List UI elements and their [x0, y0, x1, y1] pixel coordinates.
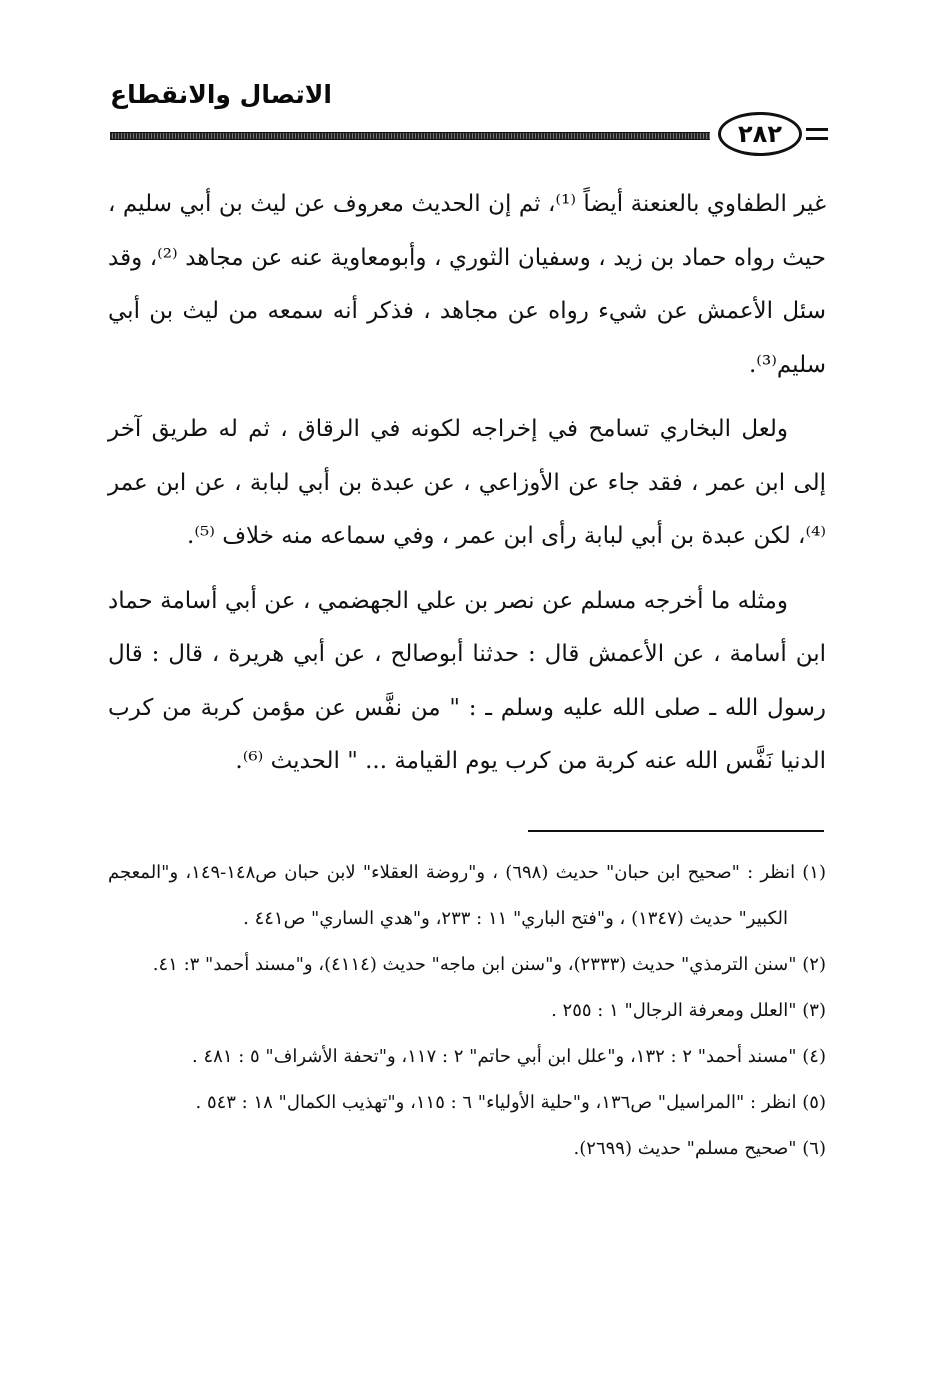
header-ornament — [806, 128, 828, 140]
footnotes — [108, 850, 826, 1172]
page-header — [110, 78, 825, 168]
footnote-5: (٥) انظر : "المراسيل" ص١٣٦، و"حلية الأولياء" ٦ : ١١٥، و"تهذيب الكمال" ١٨ : ٥٤٣ . — [195, 1092, 826, 1113]
header-rule — [110, 132, 710, 140]
page-number-badge — [718, 112, 802, 156]
footnote-separator — [528, 830, 824, 832]
paragraph: غير الطفاوي بالعنعنة أيضاً ⁽¹⁾، ثم إن الحديث معروف عن ليث بن أبي سليم ، حيث رواه حماد بن زيد ، وسفيان الثوري ، وأبومعاوية عنه عن مجاهد ⁽²⁾، وقد سئل الأعمش عن شيء رواه عن مجاهد ، فذكر أنه سمعه من ليث بن أبي سليم⁽³⁾. — [108, 191, 826, 378]
footnote-6: (٦) "صحيح مسلم" حديث (٢٦٩٩). — [573, 1138, 826, 1159]
footnote-2: (٢) "سنن الترمذي" حديث (٢٣٣٣)، و"سنن ابن ماجه" حديث (٤١١٤)، و"مسند أحمد" ٣: ٤١. — [152, 954, 826, 975]
page-number: ٢٨٢ — [738, 120, 782, 148]
footnote-4: (٤) "مسند أحمد" ٢ : ١٣٢، و"علل ابن أبي حاتم" ٢ : ١١٧، و"تحفة الأشراف" ٥ : ٤٨١ . — [192, 1046, 826, 1067]
footnote-1: (١) انظر : "صحيح ابن حبان" حديث (٦٩٨) ، و"روضة العقلاء" لابن حبان ص١٤٨-١٤٩، و"المعجم الكبير" حديث (١٣٤٧) ، و"فتح الباري" ١١ : ٢٣٣، و"هدي الساري" ص٤٤١ . — [108, 862, 826, 929]
main-text — [108, 178, 826, 800]
paragraph: ومثله ما أخرجه مسلم عن نصر بن علي الجهضمي ، عن أبي أسامة حماد ابن أسامة ، عن الأعمش قال : حدثنا أبوصالح ، عن أبي هريرة ، قال : قال رسول الله ـ صلى الله عليه وسلم ـ : " من نفَّس عن مؤمن كربة من كرب الدنيا نَفَّس الله عنه كربة من كرب يوم القيامة ... " الحديث ⁽⁶⁾. — [108, 587, 826, 774]
paragraph: ولعل البخاري تسامح في إخراجه لكونه في الرقاق ، ثم له طريق آخر إلى ابن عمر ، فقد جاء عن الأوزاعي ، عن عبدة بن أبي لبابة ، عن ابن عمر ⁽⁴⁾، لكن عبدة بن أبي لبابة رأى ابن عمر ، وفي سماعه منه خلاف ⁽⁵⁾. — [108, 416, 826, 549]
footnote-3: (٣) "العلل ومعرفة الرجال" ١ : ٢٥٥ . — [551, 1000, 826, 1021]
running-title: الاتصال والانقطاع — [110, 80, 332, 109]
